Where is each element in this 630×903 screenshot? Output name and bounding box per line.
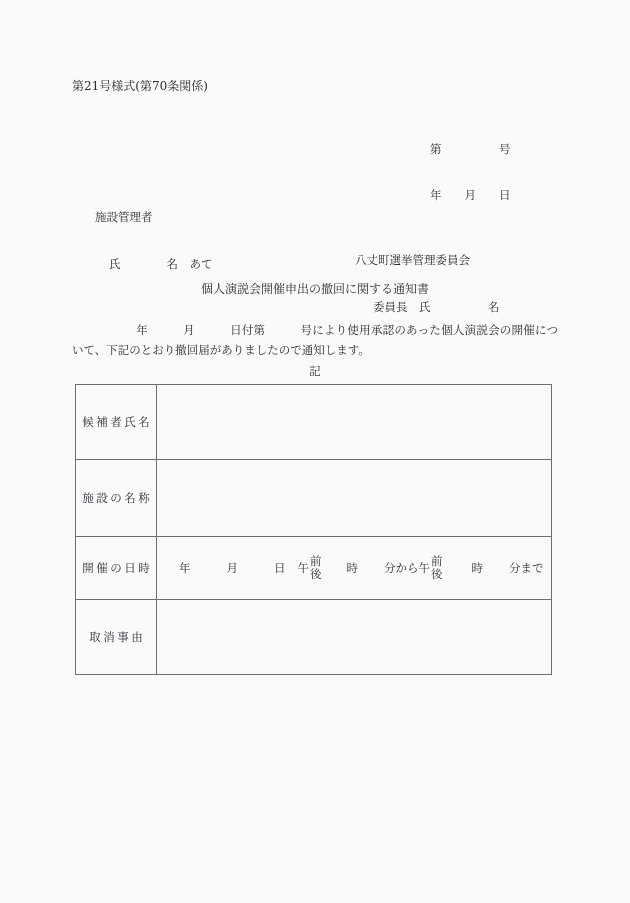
datetime-day: 日 bbox=[274, 561, 286, 575]
kiji-marker: 記 bbox=[309, 364, 321, 378]
row-value-facility-name[interactable] bbox=[157, 460, 552, 537]
datetime-gozen-prefix-start: 午 bbox=[297, 561, 309, 575]
body-paragraph bbox=[72, 320, 558, 360]
page-title: 個人演説会開催申出の撤回に関する通知書 bbox=[200, 282, 429, 296]
datetime-hour-end: 時 bbox=[471, 561, 483, 575]
datetime-month: 月 bbox=[226, 561, 238, 575]
label-text: 開催の日時 bbox=[82, 561, 153, 575]
ampm-pm-start: 後 bbox=[310, 567, 322, 581]
row-label-candidate-name bbox=[76, 385, 157, 460]
ampm-am-end: 前 bbox=[431, 553, 443, 568]
issuer-representative: 委員長 氏 名 bbox=[373, 300, 500, 315]
ampm-am-start: 前 bbox=[310, 553, 322, 568]
label-text: 候補者氏名 bbox=[82, 415, 153, 429]
table-row bbox=[76, 537, 552, 600]
ampm-pm-end: 後 bbox=[431, 567, 443, 581]
label-text: 施設の名称 bbox=[82, 491, 153, 505]
document-date: 年 月 日 bbox=[430, 188, 511, 203]
datetime-field-line bbox=[157, 553, 551, 581]
label-text: 取消事由 bbox=[89, 630, 146, 644]
document-number: 第 号 bbox=[430, 142, 511, 157]
row-value-candidate-name[interactable] bbox=[157, 385, 552, 460]
row-value-event-datetime[interactable] bbox=[157, 537, 552, 600]
row-label-cancellation-reason bbox=[76, 600, 157, 675]
ampm-toggle-end[interactable] bbox=[431, 553, 443, 581]
datetime-minute-until: 分まで bbox=[509, 561, 544, 575]
document-meta-block bbox=[430, 118, 511, 235]
row-label-event-datetime bbox=[76, 537, 157, 600]
form-table bbox=[75, 384, 552, 675]
row-label-facility-name bbox=[76, 460, 157, 537]
issuer-organization: 八丈町選挙管理委員会 bbox=[355, 253, 470, 268]
datetime-hour-start: 時 bbox=[346, 561, 358, 575]
body-text: 年 月 日付第 号により使用承認のあった個人演説会の開催について、下記のとおり撤回届がありましたので通知します。 bbox=[72, 323, 558, 358]
ampm-toggle-start[interactable] bbox=[310, 553, 322, 581]
addressee-block bbox=[95, 186, 213, 296]
addressee-name: 氏 名 あて bbox=[109, 257, 213, 272]
addressee-role: 施設管理者 bbox=[95, 210, 153, 225]
datetime-minute-from: 分から午 bbox=[384, 561, 430, 575]
table-row bbox=[76, 385, 552, 460]
row-value-cancellation-reason[interactable] bbox=[157, 600, 552, 675]
form-id: 第21号様式(第70条関係) bbox=[72, 79, 208, 93]
datetime-year: 年 bbox=[179, 561, 191, 575]
table-row bbox=[76, 460, 552, 537]
table-row bbox=[76, 600, 552, 675]
